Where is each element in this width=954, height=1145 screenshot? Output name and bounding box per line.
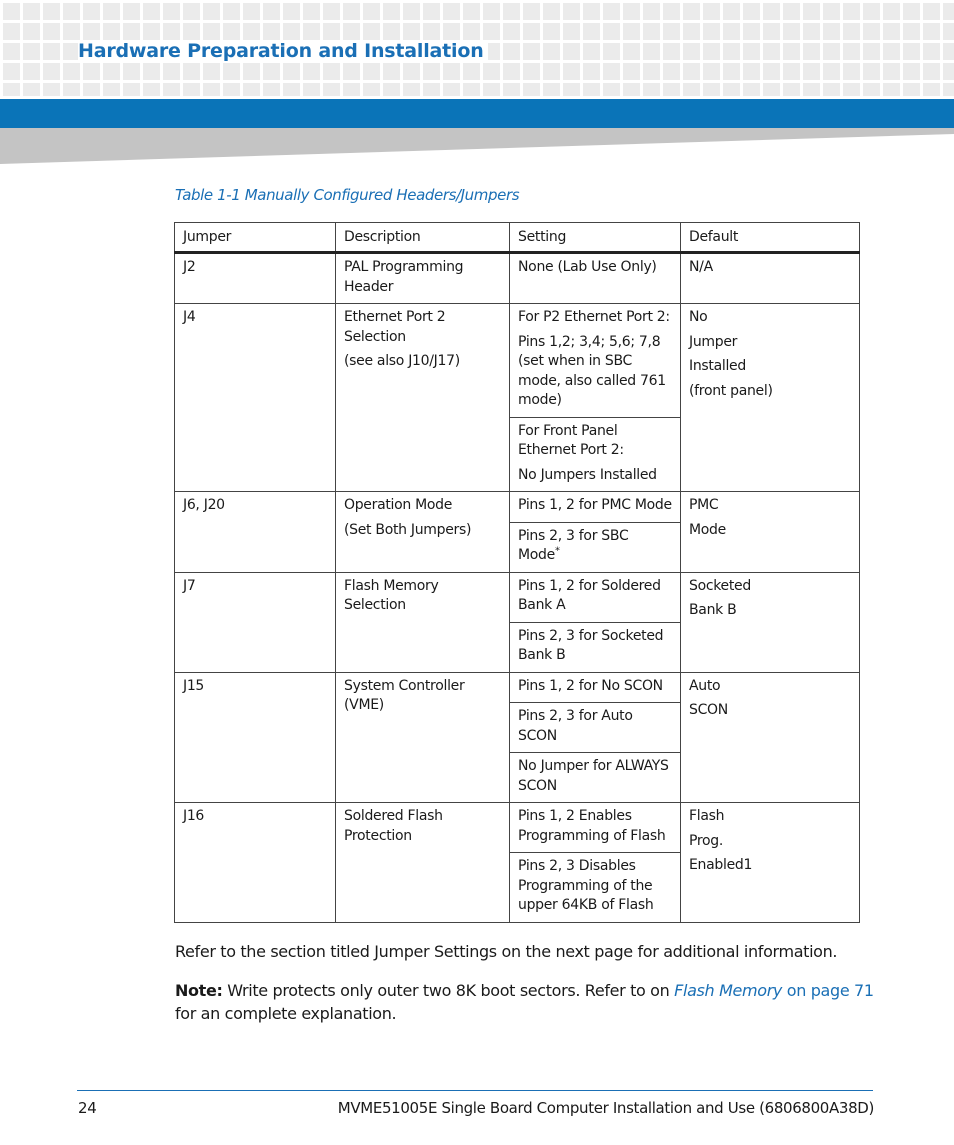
cell-jumper: J15 — [175, 672, 336, 803]
setting-detail: Pins 1,2; 3,4; 5,6; 7,8 (set when in SBC mode, also called 761 mode) — [518, 333, 666, 408]
cell-setting: None (Lab Use Only) — [510, 253, 681, 304]
flash-memory-link[interactable]: Flash Memory — [674, 981, 783, 1000]
default-line: Socketed — [689, 577, 751, 594]
description-note: (see also J10/J17) — [344, 353, 460, 369]
cell-default — [681, 492, 860, 573]
table-row-j16 — [175, 803, 860, 853]
table-caption: Table 1-1 Manually Configured Headers/Jumpers — [175, 186, 520, 204]
default-line: PMC — [689, 497, 719, 513]
default-line: Auto — [689, 677, 721, 694]
cell-jumper: J2 — [175, 253, 336, 304]
description-note: (Set Both Jumpers) — [344, 521, 472, 538]
default-line: No — [689, 309, 708, 325]
column-header-jumper: Jumper — [175, 223, 336, 253]
page-number: 24 — [78, 1099, 97, 1117]
default-line: Bank B — [689, 602, 737, 618]
default-line: (front panel) — [689, 382, 773, 399]
default-line: Prog. — [689, 832, 724, 849]
cell-setting — [510, 522, 681, 572]
cell-jumper: J7 — [175, 572, 336, 672]
note-text: Write protects only outer two 8K boot sectors. Refer to on — [222, 981, 675, 1000]
table-row-j2 — [175, 253, 860, 304]
default-line: Mode — [689, 521, 726, 538]
cell-setting: Pins 1, 2 for PMC Mode — [510, 492, 681, 523]
page-71-link[interactable]: on page 71 — [782, 981, 874, 1000]
cell-description: System Controller (VME) — [336, 672, 510, 803]
note-paragraph — [175, 979, 875, 1025]
cell-jumper: J6, J20 — [175, 492, 336, 573]
cell-description — [336, 304, 510, 492]
column-header-description: Description — [336, 223, 510, 253]
column-header-default: Default — [681, 223, 860, 253]
footnote-mark: * — [554, 545, 560, 557]
cell-description: PAL Programming Header — [336, 253, 510, 304]
footer-divider — [77, 1090, 873, 1091]
cell-setting — [510, 304, 681, 418]
setting-text: Pins 2, 3 for SBC Mode — [518, 527, 629, 563]
cell-description: Soldered Flash Protection — [336, 803, 510, 923]
setting-heading: For P2 Ethernet Port 2: — [518, 309, 670, 325]
cell-default — [681, 304, 860, 492]
setting-detail: No Jumpers Installed — [518, 466, 657, 483]
table-header-row — [175, 223, 860, 253]
cell-jumper: J4 — [175, 304, 336, 492]
cell-setting: Pins 1, 2 for Soldered Bank A — [510, 572, 681, 622]
default-line: Installed — [689, 358, 746, 374]
reference-paragraph: Refer to the section titled Jumper Settings on the next page for additional information. — [175, 942, 838, 961]
cell-setting: Pins 2, 3 Disables Programming of the upper 64KB of Flash — [510, 853, 681, 923]
header-blue-band — [0, 99, 954, 128]
cell-setting: Pins 1, 2 Enables Programming of Flash — [510, 803, 681, 853]
note-label: Note: — [175, 981, 223, 1000]
description-line: Ethernet Port 2 Selection — [344, 309, 446, 345]
table-row-j15 — [175, 672, 860, 703]
table-row-j6 — [175, 492, 860, 523]
header-grey-swoosh — [0, 128, 954, 164]
table-row-j4 — [175, 304, 860, 418]
cell-default — [681, 672, 860, 803]
cell-jumper: J16 — [175, 803, 336, 923]
cell-setting: Pins 2, 3 for Socketed Bank B — [510, 622, 681, 672]
footer-document-title: MVME51005E Single Board Computer Installation and Use (6806800A38D) — [337, 1099, 874, 1117]
cell-setting — [510, 417, 681, 492]
page-header-title: Hardware Preparation and Installation — [78, 40, 488, 62]
cell-setting: No Jumper for ALWAYS SCON — [510, 753, 681, 803]
default-line: Enabled1 — [689, 857, 753, 873]
default-line: Jumper — [689, 333, 738, 350]
cell-default: N/A — [681, 253, 860, 304]
table-row-j7 — [175, 572, 860, 622]
cell-description — [336, 492, 510, 573]
description-line: Operation Mode — [344, 497, 453, 513]
note-text-end: for an complete explanation. — [175, 1004, 397, 1023]
cell-default — [681, 572, 860, 672]
default-line: SCON — [689, 702, 728, 718]
setting-heading: For Front Panel Ethernet Port 2: — [518, 422, 624, 458]
default-line: Flash — [689, 808, 725, 824]
column-header-setting: Setting — [510, 223, 681, 253]
jumper-table — [174, 222, 860, 923]
cell-default — [681, 803, 860, 923]
cell-setting: Pins 2, 3 for Auto SCON — [510, 703, 681, 753]
cell-setting: Pins 1, 2 for No SCON — [510, 672, 681, 703]
cell-description: Flash Memory Selection — [336, 572, 510, 672]
